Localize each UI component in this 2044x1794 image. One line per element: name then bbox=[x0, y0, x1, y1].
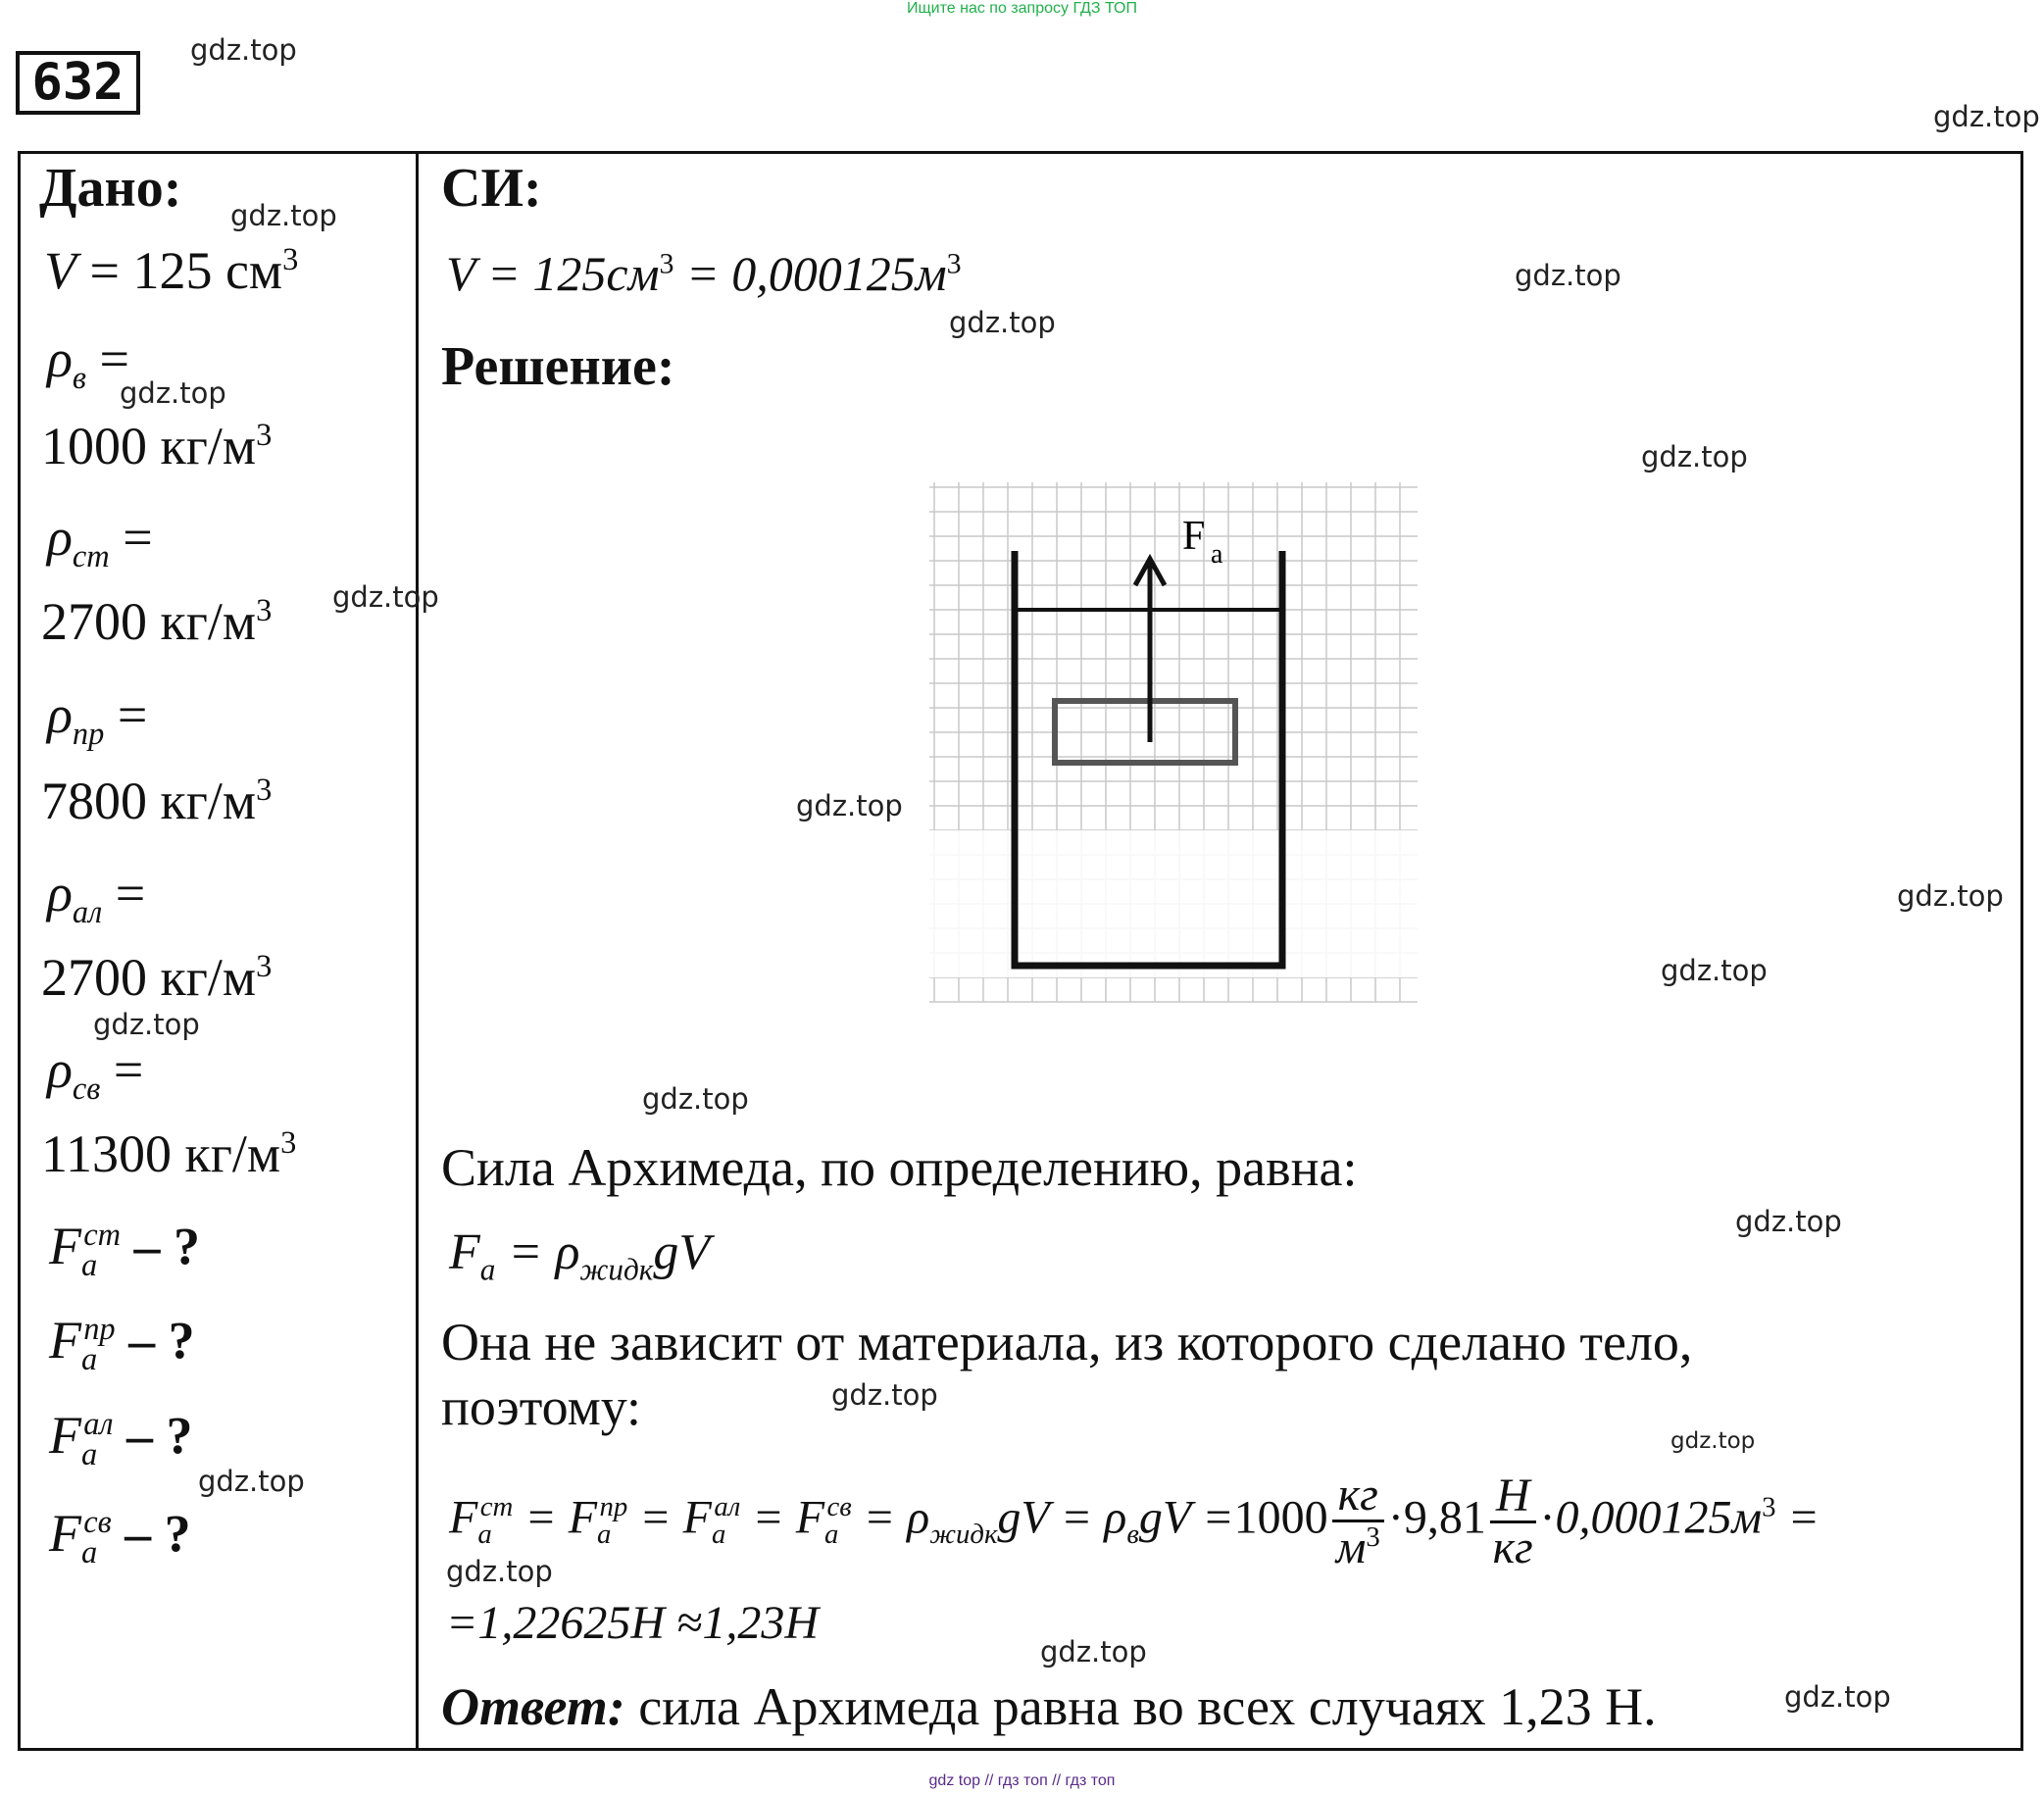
given-rho-glass-value: 2700 $кг/м^3$ bbox=[41, 592, 273, 651]
calculation-result: =1,22625Н ≈1,23Н bbox=[446, 1597, 820, 1649]
watermark: gdz.top bbox=[120, 376, 226, 410]
problem-number: 632 bbox=[16, 51, 140, 115]
faded-area bbox=[929, 830, 1418, 977]
given-rho-cork-value: 7800 $кг/м^3$ bbox=[41, 772, 273, 830]
given-volume: V = 125 $см^3$ bbox=[44, 241, 299, 300]
si-heading: СИ: bbox=[441, 158, 542, 219]
given-rho-lead: $\rho_{св}$ = bbox=[47, 1040, 144, 1107]
unknown-lead: $F_a^{св}$ – ? bbox=[49, 1504, 191, 1570]
watermark: gdz.top bbox=[1641, 440, 1748, 473]
force-label: F bbox=[1182, 514, 1206, 559]
given-rho-lead-value: 11300 $кг/м^3$ bbox=[41, 1124, 297, 1183]
given-rho-water-value: 1000 $кг/м^3$ bbox=[41, 417, 273, 475]
given-rho-al: $\rho_{ал}$ = bbox=[47, 864, 146, 930]
watermark: gdz.top bbox=[332, 580, 439, 614]
watermark: gdz.top bbox=[1661, 954, 1768, 987]
solution-text-1: Сила Архимеда, по определению, равна: bbox=[441, 1138, 1358, 1197]
watermark: gdz.top bbox=[230, 199, 337, 232]
archimedes-formula: $F_a = \rho_{жидк}gV$ bbox=[449, 1224, 711, 1287]
watermark: gdz.top bbox=[1933, 100, 2040, 133]
watermark: gdz.top bbox=[190, 33, 297, 67]
answer-line: Ответ: сила Архимеда равна во всех случаях 1,23 Н. bbox=[441, 1677, 1657, 1736]
solution-text-2a: Она не зависит от материала, из которого сделано тело, bbox=[441, 1313, 1693, 1371]
solution-text-2b: поэтому: bbox=[441, 1377, 642, 1436]
solution-heading: Решение: bbox=[441, 336, 675, 397]
archimedes-figure bbox=[929, 482, 1420, 1031]
si-conversion: $V = 125см^3 = 0,000125м^3$ bbox=[446, 246, 962, 301]
given-rho-cork: $\rho_{пр}$ = bbox=[47, 685, 148, 752]
watermark: gdz.top bbox=[93, 1008, 200, 1041]
given-rho-al-value: 2700 $кг/м^3$ bbox=[41, 948, 273, 1007]
given-rho-glass: $\rho_{ст}$ = bbox=[47, 508, 153, 574]
calculation-line: $F_a^{ст} = F_a^{пр} = F_a^{ал} = F_a^{св} = \rho_{жидк}gV = \rho_вgV =1000$ $\frac{кг}{м^3}$ ·9,81 $\frac{Н}{кг}$ $\cdot 0,000125м^3$ = bbox=[449, 1469, 1820, 1574]
table-divider bbox=[416, 151, 419, 1751]
watermark: gdz.top bbox=[1670, 1428, 1756, 1454]
watermark: gdz.top bbox=[831, 1378, 938, 1412]
given-heading: Дано: bbox=[39, 158, 182, 219]
watermark: gdz.top bbox=[1735, 1205, 1842, 1238]
force-label-sub: a bbox=[1211, 539, 1223, 570]
footer-links[interactable]: gdz top // гдз топ // гдз топ bbox=[928, 1772, 1116, 1789]
watermark: gdz.top bbox=[1515, 259, 1621, 292]
watermark: gdz.top bbox=[198, 1465, 305, 1498]
watermark: gdz.top bbox=[1784, 1680, 1891, 1714]
watermark: gdz.top bbox=[796, 789, 903, 822]
watermark: gdz.top bbox=[642, 1082, 749, 1116]
unknown-glass: $F_a^{ст}$ – ? bbox=[49, 1217, 200, 1283]
watermark: gdz.top bbox=[949, 306, 1056, 339]
unknown-cork: $F_a^{пр}$ – ? bbox=[49, 1311, 195, 1377]
watermark: gdz.top bbox=[1897, 879, 2004, 913]
top-banner[interactable]: Ищите нас по запросу ГДЗ ТОП bbox=[907, 0, 1137, 17]
watermark: gdz.top bbox=[1040, 1635, 1147, 1669]
unknown-al: $F_a^{ал}$ – ? bbox=[49, 1406, 193, 1472]
given-rho-water: $\rho_в$ = bbox=[47, 329, 129, 396]
watermark: gdz.top bbox=[446, 1555, 553, 1588]
